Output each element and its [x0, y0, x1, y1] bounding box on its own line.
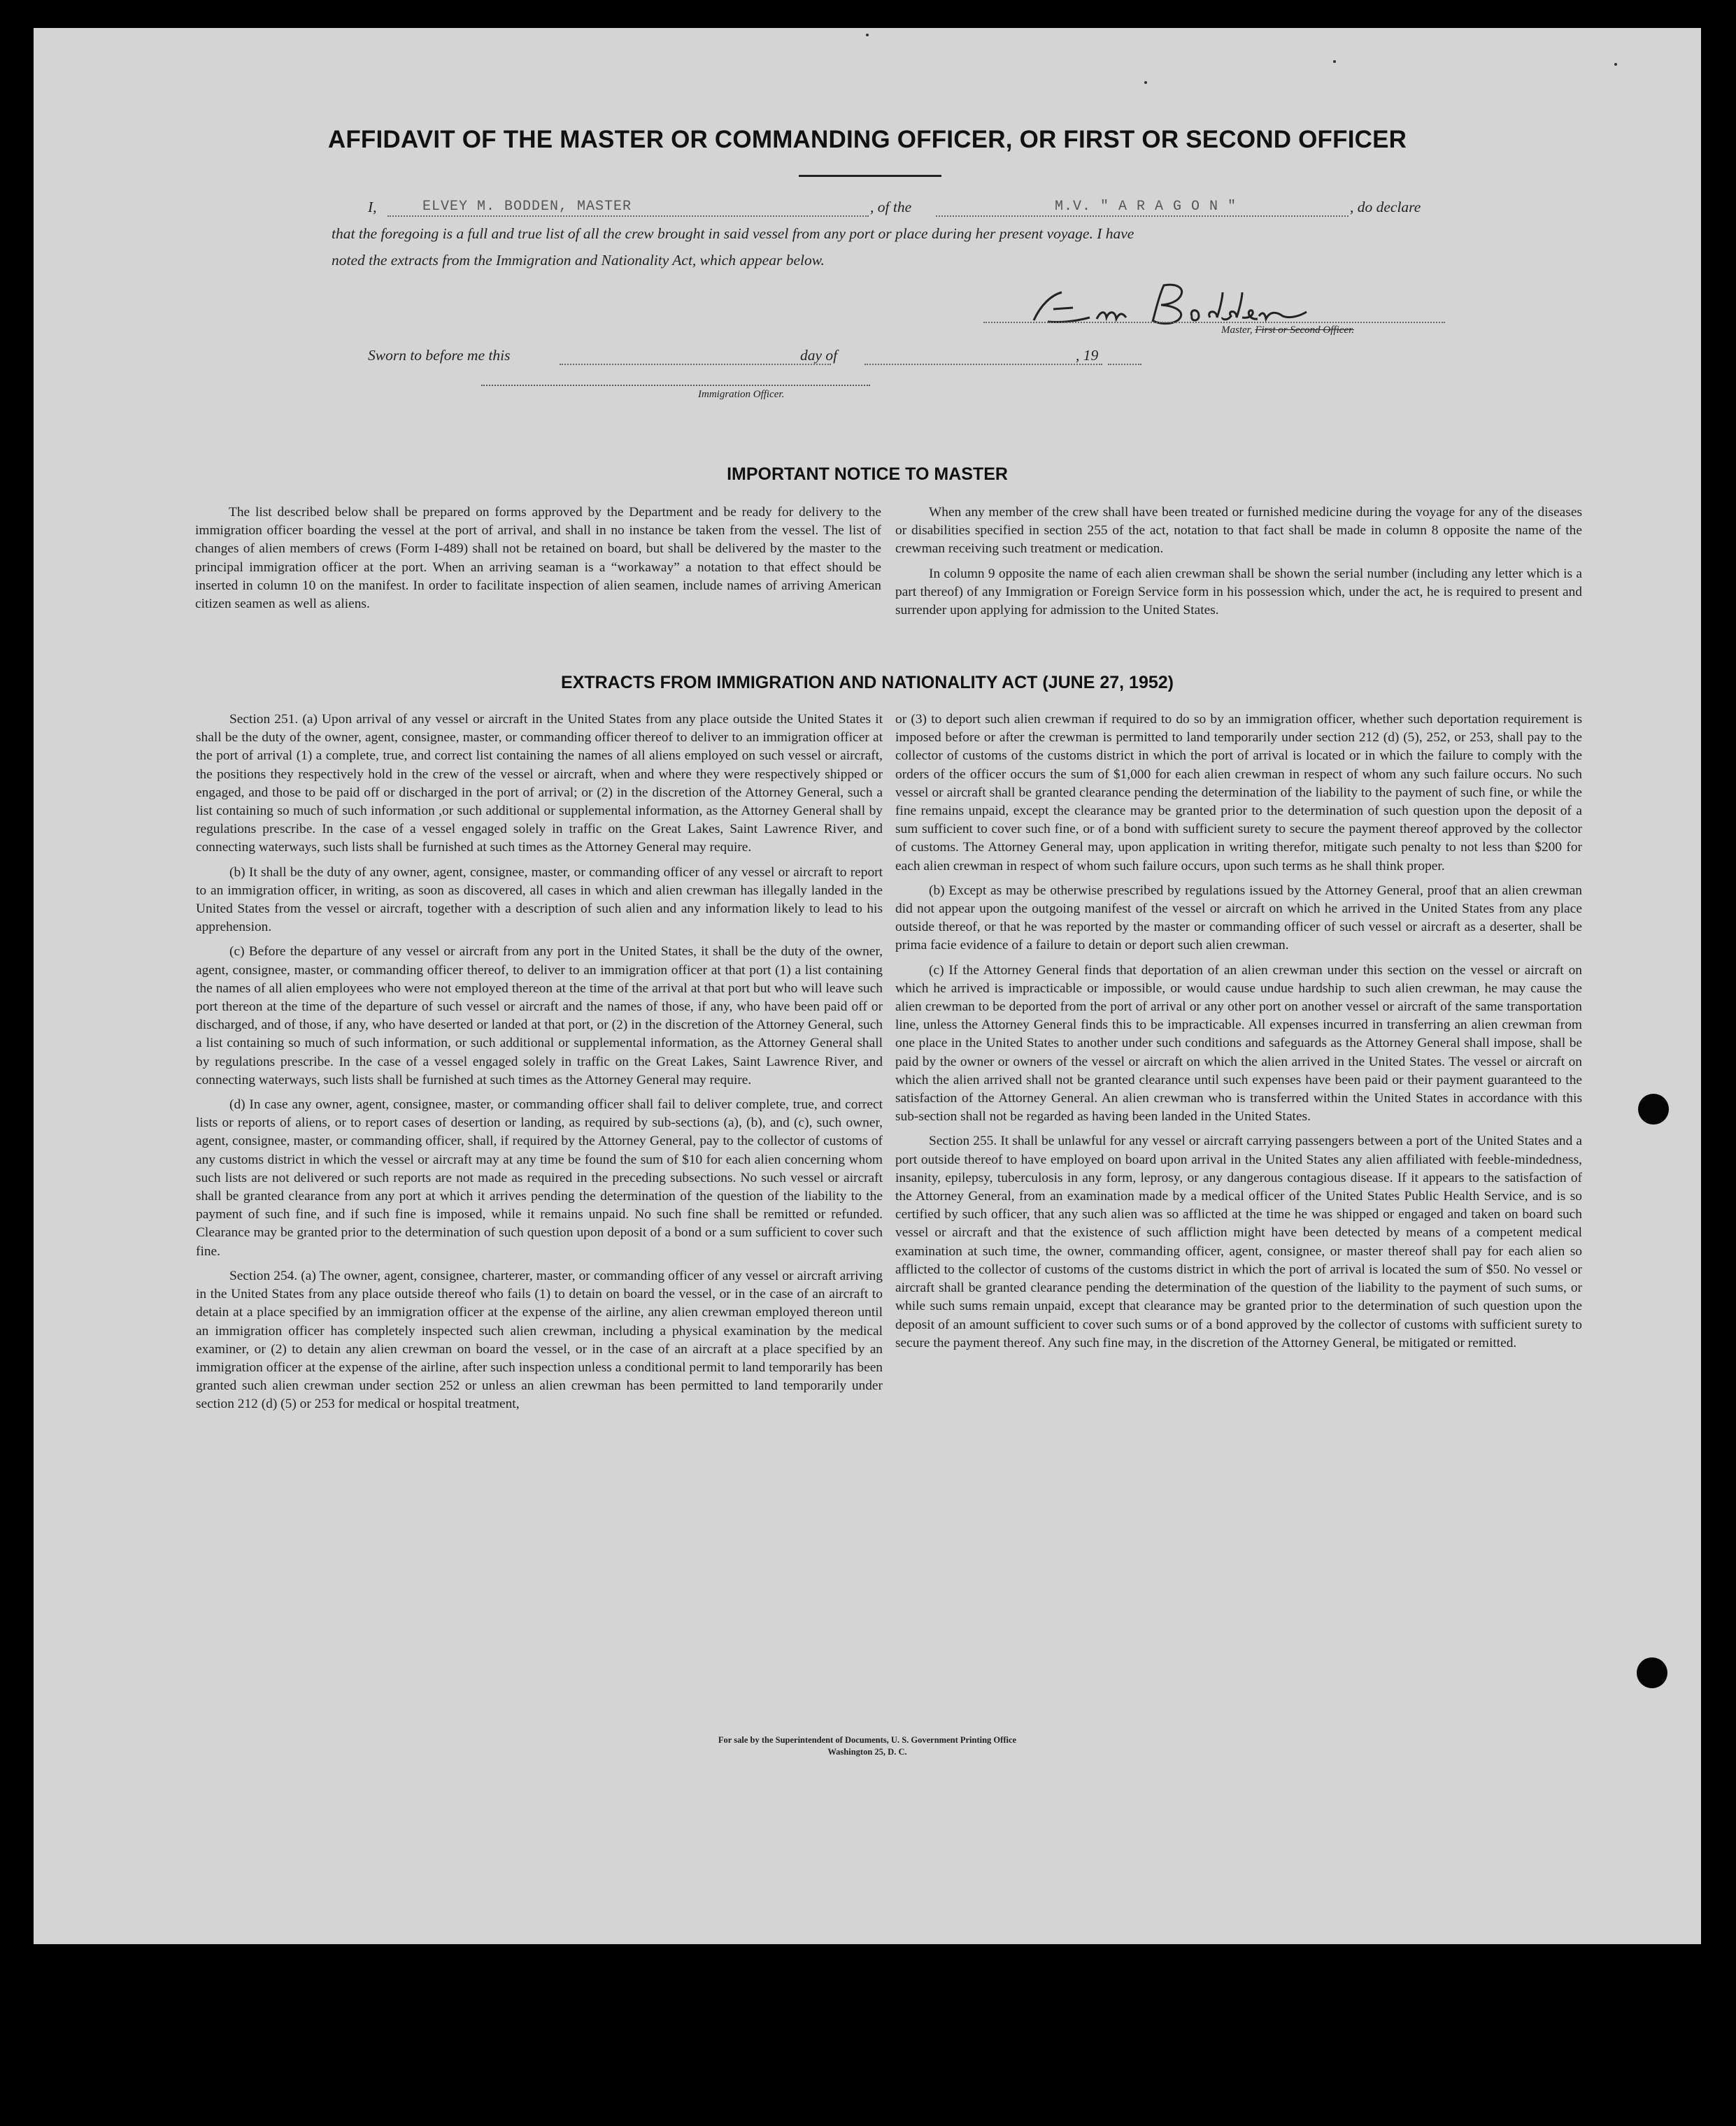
extracts-left-column [196, 711, 883, 1414]
scan-speck [866, 34, 869, 36]
footer-line-1: For sale by the Superintendent of Documents, U. S. Government Printing Office [718, 1735, 1017, 1745]
printing-office-footer [34, 1734, 1701, 1758]
form-page [34, 28, 1701, 1944]
notice-paragraph: In column 9 opposite the name of each alien crewman shall be shown the serial number (including any letter which is a part thereof) of any Immigration or Foreign Service form in his possession which, under the act, he is required to present and surrender upon applying for admission to the United States. [895, 566, 1582, 618]
notice-paragraph: The list described below shall be prepared on forms approved by the Department and be ready for delivery to the immigration officer boarding the vessel at the port of arrival, and shall in no instance be taken from the vessel. The list of changes of alien members of crews (Form I-489) shall not be retained on board, but shall be delivered by the master to the principal immigration officer at the port. When an arriving seaman is a “workaway” a notation to that effect should be inserted in column 10 on the manifest. In order to facilitate inspection of alien seamen, include names of arriving American citizen seamen as well as aliens. [195, 505, 881, 612]
scan-speck [1144, 81, 1147, 84]
notice-left-column [195, 504, 881, 620]
title-divider [799, 175, 941, 177]
extracts-right-column [895, 711, 1582, 1353]
name-fill-line [387, 215, 869, 217]
notice-paragraph: When any member of the crew shall have been treated or furnished medicine during the voyage for any of the diseases or disabilities specified in section 255 of the act, notation to that fact shall be made in column 8 opposite the name of the crewman receiving such treatment or medication. [895, 505, 1582, 557]
scan-speck [1614, 63, 1617, 66]
section-251d: (d) In case any owner, agent, consignee, master, or commanding officer shall fail to deliver complete, true, and correct lists or reports of aliens, or to report cases of desertion or landing, as required by sub-sections (a), (b), and (c), such owner, agent, consignee, master, or commanding officer, shall, if required by the Attorney General, pay to the collector of customs of any customs district in which the vessel or aircraft may at any time be found the sum of $10 for each alien concerning whom such lists are not delivered or such reports are not made as required in the preceding subsections. No such vessel or aircraft shall be granted clearance from any port at which it arrives pending the determination of the question of the liability to the payment of such fine, and if such fine is imposed, while it remains unpaid. No such fine shall be remitted or refunded. Clearance may be granted prior to the determination of such question upon deposit of a bond or a sum sufficient to cover such fine. [196, 1097, 883, 1259]
immigration-officer-line[interactable] [481, 385, 870, 386]
sworn-year-line[interactable] [1108, 364, 1141, 365]
sworn-month-line[interactable] [865, 364, 1102, 365]
vessel-name-field[interactable]: M.V. " A R A G O N " [1055, 199, 1237, 215]
extracts-heading: EXTRACTS FROM IMMIGRATION AND NATIONALITY ACT (JUNE 27, 1952) [561, 673, 1174, 692]
declaration-i-label: I, [368, 199, 377, 215]
section-254b: (b) Except as may be otherwise prescribed by regulations issued by the Attorney General, proof that an alien crewman did not appear upon the outgoing manifest of the vessel or aircraft on which he arrived in the United States from any place outside thereof, or that he was reported by the master or commanding officer of such vessel or aircraft as a deserter, shall be prima facie evidence of a failure to detain or deport such alien crewman. [895, 883, 1582, 953]
signer-title-master: Master, [1221, 324, 1253, 336]
section-251c: (c) Before the departure of any vessel or aircraft from any port in the United States, it shall be the duty of the owner, agent, consignee, master, or commanding officer thereof, to deliver to an immigration officer at that port (1) a list containing the names of all alien employees who were not employed thereon at the time of the arrival at that port but who will leave such port thereon at the time of the departure of such vessel or aircraft and the names of those, if any, who have been paid off or discharged, and of those, if any, who have deserted or landed at that port, or (2) in the discretion of the Attorney General, such a list containing so much of such information, or such additional or supplemental information, as the Attorney General shall by regulations prescribe. In the case of a vessel engaged solely in traffic on the Great Lakes, Saint Lawrence River, and connecting waterways, such lists shall be furnished at such times as the Attorney General may require. [196, 944, 883, 1087]
form-title: AFFIDAVIT OF THE MASTER OR COMMANDING OFFICER, OR FIRST OR SECOND OFFICER [327, 126, 1407, 153]
section-251b: (b) It shall be the duty of any owner, agent, consignee, master, or commanding officer of any vessel or aircraft to report to an immigration officer, in writing, as soon as discovered, all cases in which and alien crewman has illegally landed in the United States from the vessel or aircraft, together with a description of such alien and any information likely to lead to his apprehension. [196, 864, 883, 935]
footer-line-2: Washington 25, D. C. [827, 1747, 907, 1757]
day-of-label: day of [800, 347, 838, 364]
scan-speck [1333, 60, 1336, 63]
signer-title [1221, 324, 1354, 336]
sworn-day-line[interactable] [560, 364, 831, 365]
vessel-fill-line [936, 215, 1349, 217]
signature-line [983, 322, 1445, 323]
signer-title-struck: First or Second Officer. [1255, 324, 1354, 336]
section-251a: Section 251. (a) Upon arrival of any vessel or aircraft in the United States from any place outside the United States it shall be the duty of the owner, agent, consignee, master, or commanding officer thereof to deliver to an immigration officer at the port of arrival (1) a complete, true, and correct list containing the names of all aliens employed on such vessel or aircraft, the positions they respectively hold in the crew of the vessel or aircraft, when and where they were respectively shipped or engaged, and those to be paid off or discharged in the port of arrival; or (2) in the discretion of the Attorney General, such a list containing so much of such information ,or such additional or supplemental information, as the Attorney General shall by regulations prescribe. In the case of a vessel engaged solely in traffic on the Great Lakes, Saint Lawrence River, and connecting waterways, such lists shall be furnished at such times as the Attorney General may require. [196, 712, 883, 855]
section-254c: (c) If the Attorney General finds that deportation of an alien crewman under this section on the vessel or aircraft on which he arrived is impracticable or impossible, or would cause undue hardship to such alien crewman, he may cause the alien crewman to be deported from the port of arrival or any other port on another vessel or aircraft of the same transportation line, unless the Attorney General finds this to be impracticable. All expenses incurred in transferring an alien crewman from one place in the United States to another under such conditions and safeguards as the Attorney General shall impose, shall be paid by the owner or owners of the vessel or aircraft on which the alien arrived in the United States. The vessel or aircraft on which the alien arrived shall not be granted clearance until such expenses have been paid or their payment guaranteed to the satisfaction of the Attorney General. An alien crewman who is transferred within the United States in accordance with this sub-section shall not be regarded as having been landed in the United States. [895, 962, 1582, 1125]
section-254a-continued: or (3) to deport such alien crewman if required to do so by an immigration officer, whether such deportation requirement is imposed before or after the crewman is permitted to land temporarily under section 212 (d) (5), 252, or 253, shall pay to the collector of customs of the customs district in which the port of arrival is located or in which the failure to comply with the orders of the officer occurs the sum of $1,000 for each alien crewman in respect of whom any such failure occurs. No such vessel or aircraft shall be granted clearance pending the determination of the liability to the payment of such fine, or while the fine remains unpaid, except the clearance may be granted prior to the determination of such question upon the deposit of a sum sufficient to cover such fine, or of a bond with sufficient surety to secure the payment thereof approved by the collector of customs. The Attorney General may, upon application in writing therefor, mitigate such penalty to not less than $200 for each alien crewman in respect of whom such failure occurs, upon such terms as he shall think proper. [895, 712, 1582, 873]
sworn-label: Sworn to before me this [368, 347, 511, 364]
notice-heading: IMPORTANT NOTICE TO MASTER [727, 464, 1008, 484]
declaration-of-the-label: , of the [870, 199, 912, 215]
master-signature [1013, 277, 1363, 329]
punch-hole-upper [1638, 1094, 1669, 1125]
declaration-line-2: that the foregoing is a full and true list of all the crew brought in said vessel from any port or place during her present voyage. I have [332, 225, 1134, 242]
year-label: , 19 [1076, 347, 1099, 364]
section-255: Section 255. It shall be unlawful for any vessel or aircraft carrying passengers between a port of the United States and a port outside thereof to have employed on board upon arrival in the United States any alien affiliated with feeble-mindedness, insanity, epilepsy, tuberculosis in any form, leprosy, or any dangerous contagious disease. If it appears to the satisfaction of the Attorney General, from an examination made by a medical officer of the United States Public Health Service, and is so certified by such officer, that any such alien was so afflicted at the time he was shipped or engaged and taken on board such vessel or aircraft and that the existence of such affliction might have been detected by means of a competent medical examination at such time, the owner, commanding officer, agent, consignee, or master thereof shall pay for each alien so afflicted to the collector of customs of the customs district in which the port of arrival is located the sum of $50. No vessel or aircraft shall be granted clearance pending the determination of the question of the liability to the payment of such sums, or while such sums remain unpaid, except that clearance may be granted prior to the determination of such question upon the deposit of an amount sufficient to cover such sums or of a bond approved by the collector of customs with sufficient surety to secure the payment thereof. Any such fine may, in the discretion of the Attorney General, be mitigated or remitted. [895, 1134, 1582, 1350]
punch-hole-lower [1637, 1657, 1667, 1688]
declaration-line-3: noted the extracts from the Immigration and Nationality Act, which appear below. [332, 252, 825, 269]
notice-right-column [895, 504, 1582, 626]
immigration-officer-label: Immigration Officer. [698, 389, 785, 400]
master-name-field[interactable]: ELVEY M. BODDEN, MASTER [422, 199, 632, 215]
section-254a: Section 254. (a) The owner, agent, consignee, charterer, master, or commanding officer of any vessel or aircraft arriving in the United States from any place outside thereof who fails (1) to detain on board the vessel, or in the case of an aircraft to detain at a place specified by an immigration officer at the expense of the airline, any alien crewman employed thereon until an immigration officer has completely inspected such alien crewman, including a physical examination by the medical examiner, or (2) to detain any alien crewman on board the vessel, or in the case of an aircraft at a place specified by an immigration officer at the expense of the airline, after such inspection unless a conditional permit to land temporarily has been granted such alien crewman under section 252 or unless an alien crewman has been permitted to land temporarily under section 212 (d) (5) or 253 for medical or hospital treatment, [196, 1268, 883, 1412]
declaration-do-declare-label: , do declare [1350, 199, 1421, 215]
